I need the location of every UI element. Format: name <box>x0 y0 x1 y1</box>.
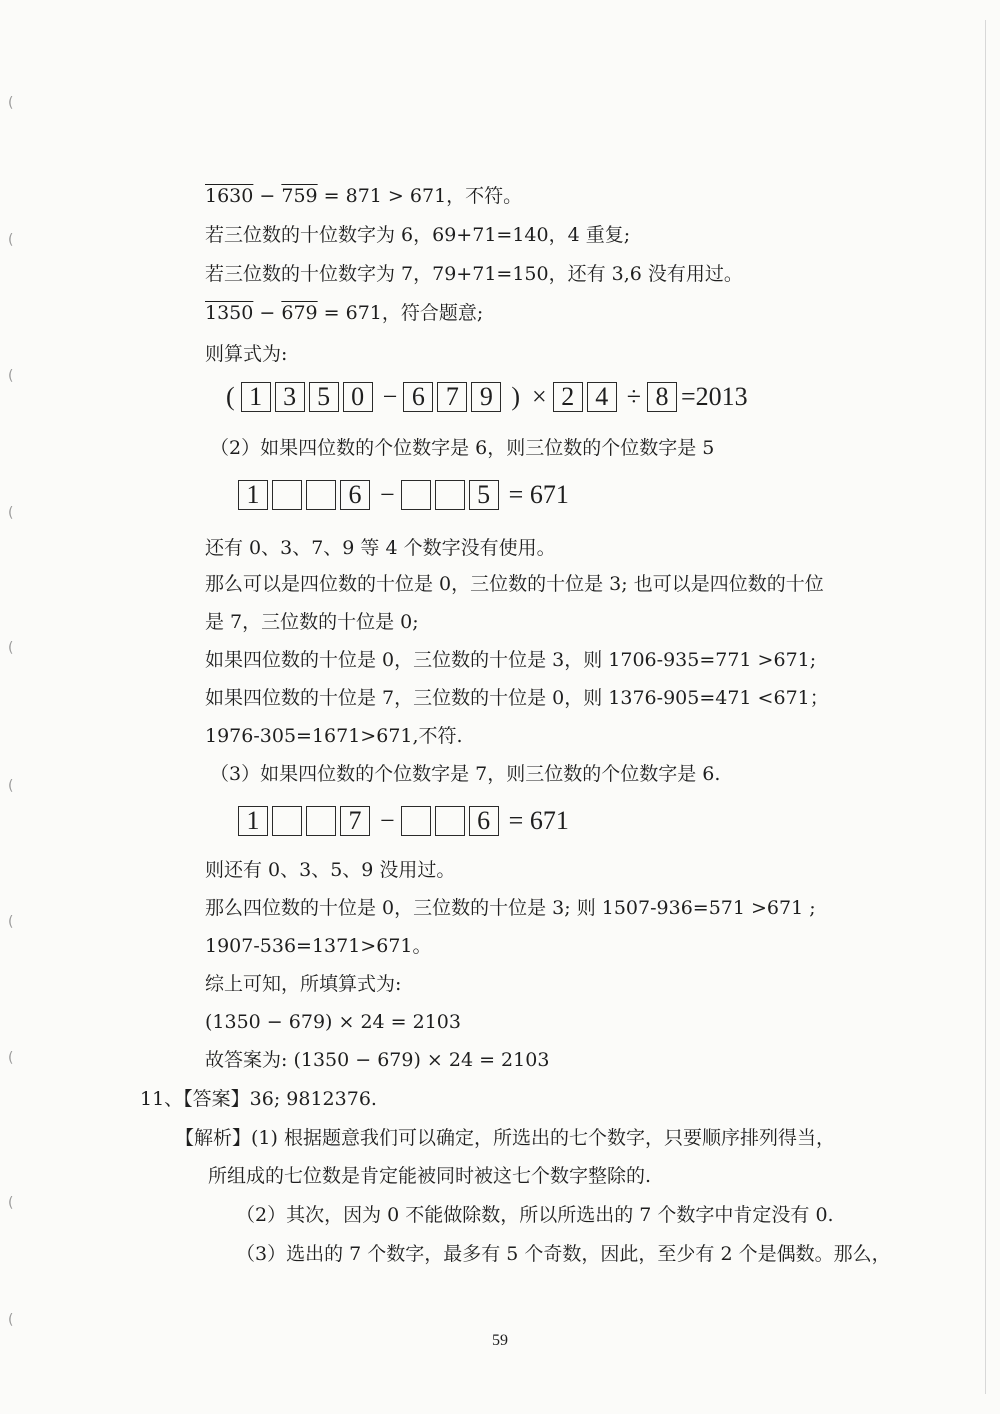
empty-box <box>435 480 465 510</box>
paren-open: ( <box>226 382 235 411</box>
minus-sign: − <box>380 480 395 509</box>
digit-box: 6 <box>403 382 433 412</box>
minus-sign: − <box>382 382 398 411</box>
digit-box: 2 <box>553 382 583 412</box>
text-line-14: 则还有 0、3、5、9 没用过。 <box>205 859 456 881</box>
text-line-5: 则算式为: <box>205 343 288 365</box>
empty-box <box>401 480 431 510</box>
text-line-13: （3）如果四位数的个位数字是 7，则三位数的个位数字是 6. <box>210 763 721 785</box>
analysis-line-4: （3）选出的 7 个数字，最多有 5 个奇数，因此，至少有 2 个是偶数。那么， <box>236 1243 891 1265</box>
text-line-1: 1630 − 759 = 871 > 671，不符。 <box>205 185 523 207</box>
text-line-2: 若三位数的十位数字为 6，69+71=140，4 重复; <box>205 224 631 246</box>
digit-box: 7 <box>340 806 370 836</box>
answer-heading: 11、【答案】36; 9812376. <box>140 1088 377 1110</box>
equation-result: = 671 <box>508 806 569 835</box>
digit-box: 1 <box>241 382 271 412</box>
text-line-18: (1350 − 679) × 24 = 2103 <box>205 1011 461 1033</box>
equation-1 <box>226 382 754 412</box>
text-line-19: 故答案为: (1350 − 679) × 24 = 2103 <box>205 1049 550 1071</box>
digit-box: 1 <box>238 480 268 510</box>
text-line-16: 1907-536=1371>671。 <box>205 935 432 957</box>
empty-box <box>306 480 336 510</box>
page-edge-line <box>985 20 986 1394</box>
text-line-17: 综上可知，所填算式为: <box>205 973 402 995</box>
binder-hole-mark: ( <box>8 1312 14 1328</box>
empty-box <box>401 806 431 836</box>
binder-hole-mark: ( <box>8 1050 14 1066</box>
binder-hole-mark: ( <box>8 505 14 521</box>
page-number: 59 <box>492 1332 508 1349</box>
text-line-10: 如果四位数的十位是 0，三位数的十位是 3，则 1706-935=771 >671; <box>205 649 817 671</box>
digit-box: 3 <box>275 382 305 412</box>
text-line-9: 是 7，三位数的十位是 0; <box>205 611 419 633</box>
text-line-15: 那么四位数的十位是 0，三位数的十位是 3; 则 1507-936=571 >671 ; <box>205 897 816 919</box>
text-line-3: 若三位数的十位数字为 7，79+71=150，还有 3,6 没有用过。 <box>205 263 743 285</box>
binder-hole-mark: ( <box>8 778 14 794</box>
paren-close: ) <box>511 382 521 411</box>
empty-box <box>435 806 465 836</box>
text-line-8: 那么可以是四位数的十位是 0，三位数的十位是 3; 也可以是四位数的十位 <box>205 573 824 595</box>
text-line-4: 1350 − 679 = 671，符合题意; <box>205 302 484 324</box>
equation-result: = 671 <box>508 480 569 509</box>
digit-box: 1 <box>238 806 268 836</box>
binder-hole-mark: ( <box>8 368 14 384</box>
binder-hole-mark: ( <box>8 640 14 656</box>
analysis-line-3: （2）其次，因为 0 不能做除数，所以所选出的 7 个数字中肯定没有 0. <box>236 1204 834 1226</box>
digit-box: 4 <box>587 382 617 412</box>
binder-hole-mark: ( <box>8 95 14 111</box>
empty-box <box>306 806 336 836</box>
digit-box: 6 <box>469 806 499 836</box>
digit-box: 5 <box>469 480 499 510</box>
equation-3 <box>238 806 575 836</box>
digit-box: 0 <box>343 382 373 412</box>
text-line-6: （2）如果四位数的个位数字是 6，则三位数的个位数字是 5 <box>210 437 715 459</box>
binder-hole-mark: ( <box>8 232 14 248</box>
digit-box: 5 <box>309 382 339 412</box>
binder-hole-mark: ( <box>8 1195 14 1211</box>
text-line-12: 1976-305=1671>671,不符. <box>205 725 463 747</box>
equation-2 <box>238 480 575 510</box>
text-line-11: 如果四位数的十位是 7，三位数的十位是 0，则 1376-905=471 <671； <box>205 687 829 709</box>
equation-result: =2013 <box>680 382 748 411</box>
divide-sign: ÷ <box>626 382 641 411</box>
digit-box: 7 <box>437 382 467 412</box>
digit-box: 8 <box>647 382 677 412</box>
times-sign: × <box>532 382 547 411</box>
empty-box <box>272 480 302 510</box>
digit-box: 6 <box>340 480 370 510</box>
analysis-line-1: 【解析】(1) 根据题意我们可以确定，所选出的七个数字，只要顺序排列得当， <box>175 1127 835 1149</box>
analysis-line-2: 所组成的七位数是肯定能被同时被这七个数字整除的. <box>208 1165 652 1187</box>
text-line-7: 还有 0、3、7、9 等 4 个数字没有使用。 <box>205 537 556 559</box>
empty-box <box>272 806 302 836</box>
digit-box: 9 <box>471 382 501 412</box>
binder-hole-mark: ( <box>8 914 14 930</box>
minus-sign: − <box>380 806 395 835</box>
